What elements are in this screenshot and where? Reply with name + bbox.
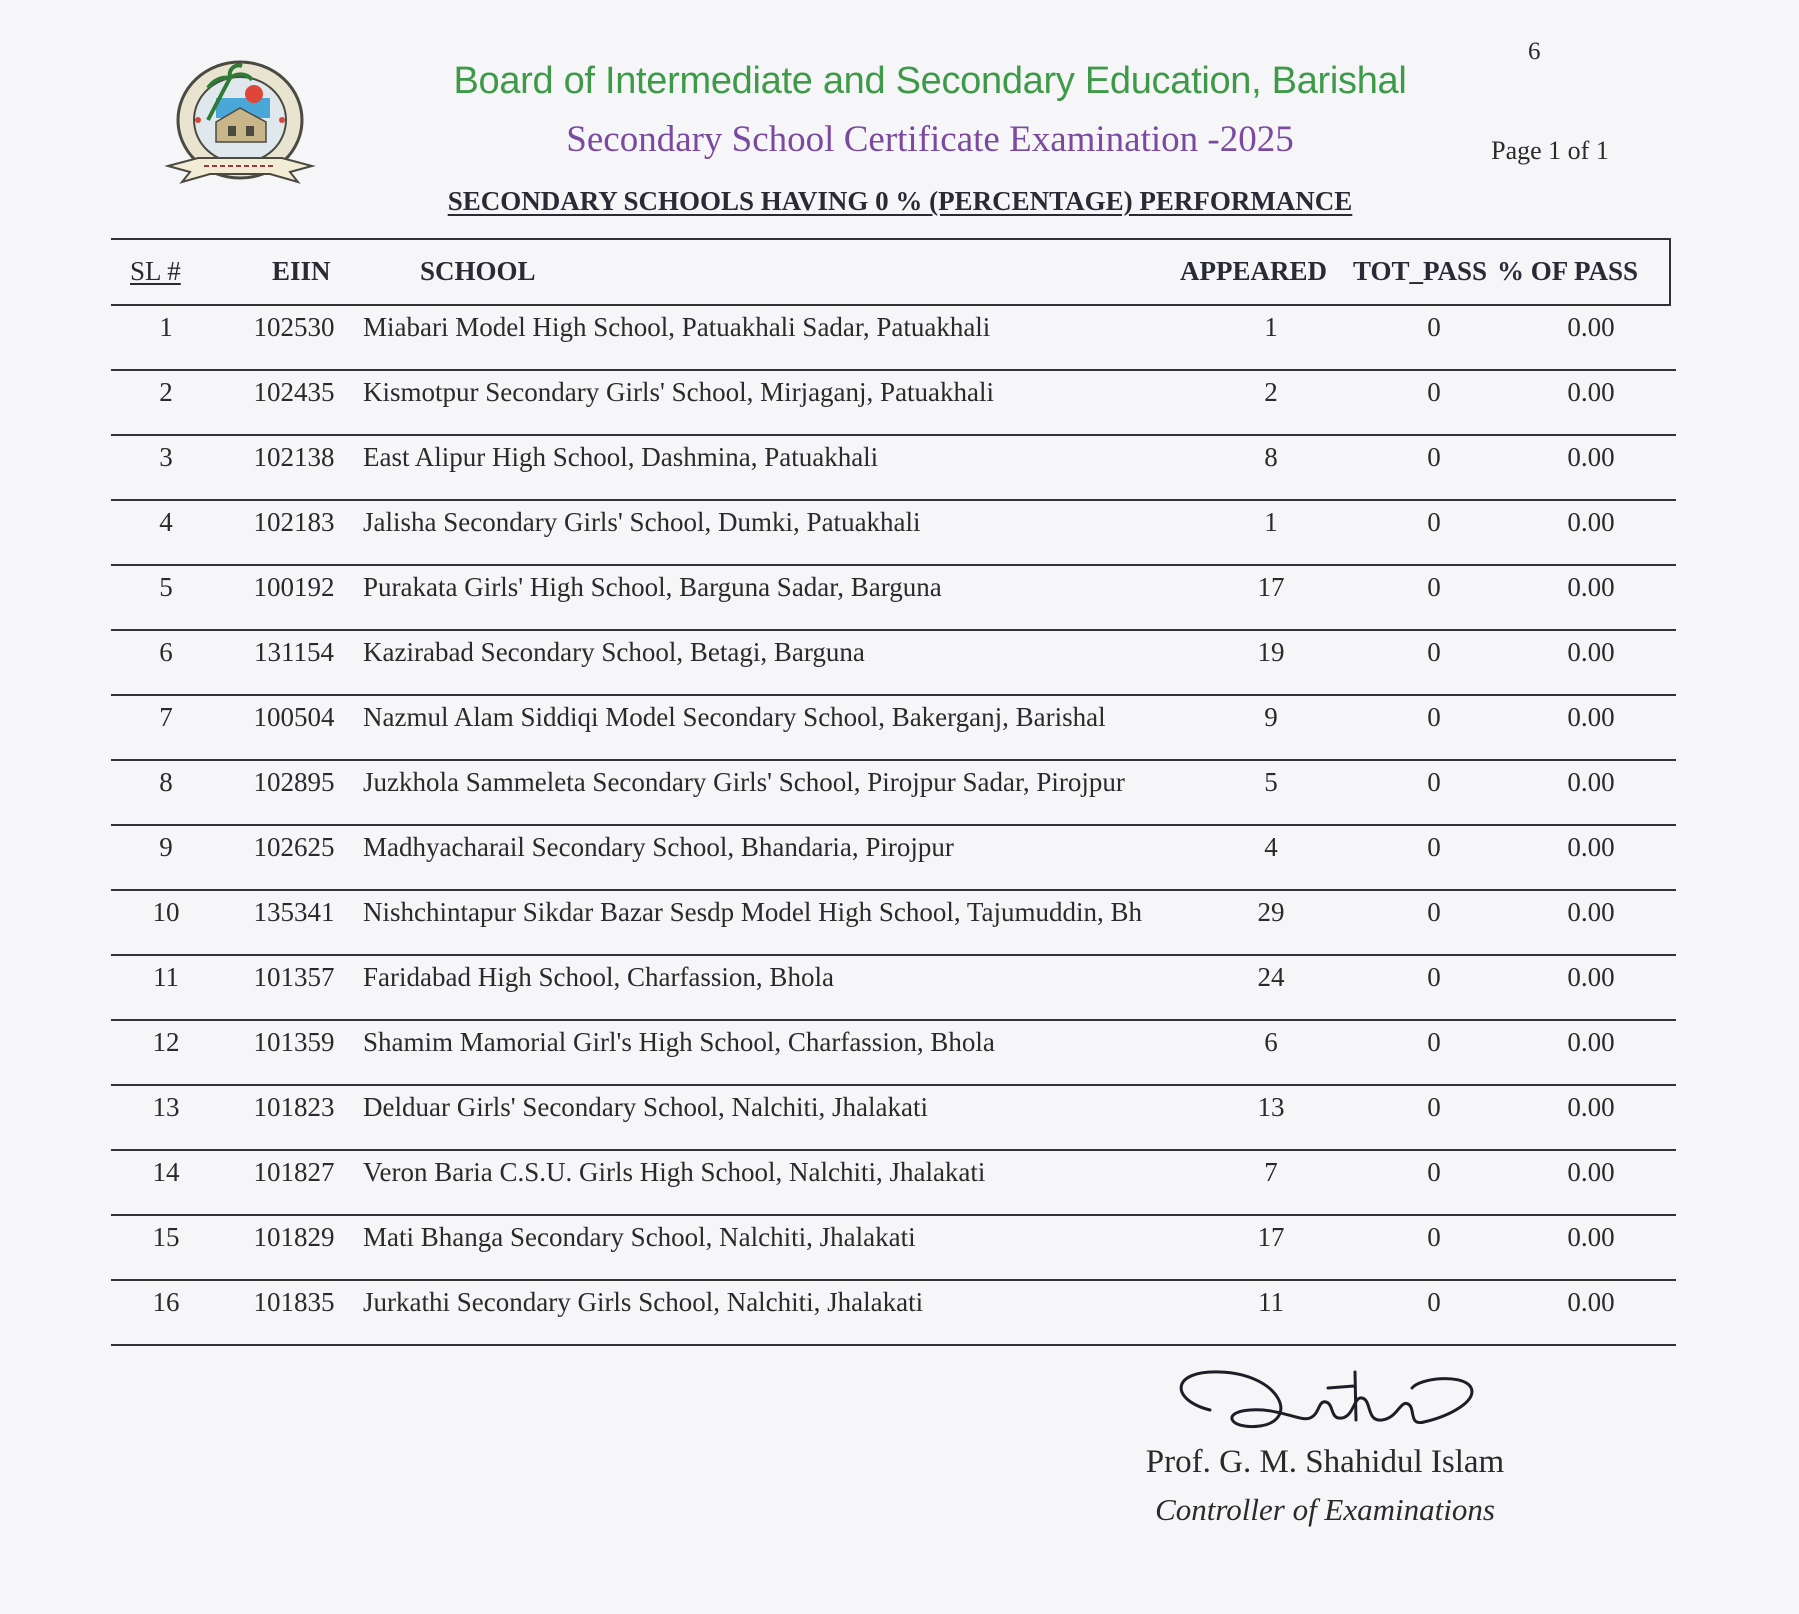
cell-sl: 9 [159,832,173,862]
table-row [111,1086,1676,1151]
cell-pct-pass: 0.00 [1567,637,1615,667]
column-header-pct-pass: % OF PASS [1497,256,1639,286]
cell-sl: 3 [159,442,173,472]
column-header-eiin: EIIN [272,256,331,286]
cell-eiin: 135341 [253,897,335,927]
cell-eiin: 102435 [253,377,335,407]
cell-appeared: 17 [1257,572,1285,602]
cell-pct-pass: 0.00 [1567,572,1615,602]
cell-school: Kazirabad Secondary School, Betagi, Barguna [363,637,865,667]
cell-eiin: 102530 [253,312,335,342]
cell-pct-pass: 0.00 [1567,702,1615,732]
table-row [111,631,1676,696]
signature [1150,1360,1490,1450]
cell-tot-pass: 0 [1427,1157,1441,1187]
cell-appeared: 4 [1264,832,1278,862]
table-row [111,956,1676,1021]
cell-sl: 16 [152,1287,180,1317]
cell-eiin: 101835 [253,1287,335,1317]
page-number: 6 [1528,38,1541,65]
cell-tot-pass: 0 [1427,572,1441,602]
exam-title: Secondary School Certificate Examination -2025 [566,119,1294,160]
cell-pct-pass: 0.00 [1567,767,1615,797]
table-row [111,696,1676,761]
cell-school: Mati Bhanga Secondary School, Nalchiti, Jhalakati [363,1222,916,1252]
cell-appeared: 7 [1264,1157,1278,1187]
cell-tot-pass: 0 [1427,377,1441,407]
cell-sl: 10 [152,897,180,927]
cell-school: Kismotpur Secondary Girls' School, Mirjaganj, Patuakhali [363,377,995,407]
cell-pct-pass: 0.00 [1567,1287,1615,1317]
column-header-tot-pass: TOT_PASS [1353,256,1488,286]
cell-tot-pass: 0 [1427,897,1441,927]
cell-eiin: 101829 [253,1222,335,1252]
table-row [111,306,1676,371]
cell-pct-pass: 0.00 [1567,1092,1615,1122]
cell-pct-pass: 0.00 [1567,1222,1615,1252]
cell-appeared: 8 [1264,442,1278,472]
cell-sl: 5 [159,572,173,602]
cell-tot-pass: 0 [1427,767,1441,797]
cell-pct-pass: 0.00 [1567,897,1615,927]
cell-tot-pass: 0 [1427,507,1441,537]
cell-sl: 8 [159,767,173,797]
cell-sl: 7 [159,702,173,732]
cell-sl: 1 [159,312,173,342]
table-row [111,1021,1676,1086]
table-row [111,1281,1676,1346]
cell-eiin: 102138 [253,442,335,472]
table-row [111,501,1676,566]
cell-tot-pass: 0 [1427,832,1441,862]
cell-eiin: 131154 [254,637,334,667]
cell-sl: 2 [159,377,173,407]
report-subtitle: SECONDARY SCHOOLS HAVING 0 % (PERCENTAGE) PERFORMANCE [447,186,1353,216]
column-header-appeared: APPEARED [1180,256,1327,286]
signatory-name: Prof. G. M. Shahidul Islam [1145,1444,1505,1480]
cell-appeared: 29 [1257,897,1285,927]
cell-appeared: 5 [1264,767,1278,797]
cell-tot-pass: 0 [1427,1287,1441,1317]
table-row [111,371,1676,436]
cell-tot-pass: 0 [1427,442,1441,472]
cell-school: Purakata Girls' High School, Barguna Sadar, Barguna [363,572,942,602]
cell-sl: 15 [152,1222,180,1252]
table-row [111,566,1676,631]
cell-pct-pass: 0.00 [1567,507,1615,537]
cell-appeared: 11 [1258,1287,1284,1317]
board-seal-icon [158,58,322,198]
cell-school: Faridabad High School, Charfassion, Bhola [363,962,834,992]
cell-eiin: 100504 [253,702,335,732]
table-row [111,761,1676,826]
cell-pct-pass: 0.00 [1567,832,1615,862]
cell-school: Delduar Girls' Secondary School, Nalchiti, Jhalakati [363,1092,928,1122]
cell-sl: 4 [159,507,173,537]
cell-pct-pass: 0.00 [1567,377,1615,407]
cell-sl: 6 [159,637,173,667]
cell-school: Nazmul Alam Siddiqi Model Secondary School, Bakerganj, Barishal [363,702,1106,732]
cell-tot-pass: 0 [1427,702,1441,732]
table-row [111,1216,1676,1281]
cell-sl: 12 [152,1027,180,1057]
cell-appeared: 1 [1264,312,1278,342]
cell-appeared: 13 [1257,1092,1285,1122]
cell-school: Jalisha Secondary Girls' School, Dumki, Patuakhali [363,507,921,537]
column-header-sl: SL # [130,256,181,286]
cell-pct-pass: 0.00 [1567,312,1615,342]
table-row [111,891,1676,956]
cell-appeared: 17 [1257,1222,1285,1252]
cell-school: Veron Baria C.S.U. Girls High School, Nalchiti, Jhalakati [363,1157,986,1187]
cell-tot-pass: 0 [1427,962,1441,992]
cell-eiin: 101827 [253,1157,335,1187]
column-header-school: SCHOOL [420,256,536,286]
signatory-title: Controller of Examinations [1155,1492,1495,1527]
cell-tot-pass: 0 [1427,312,1441,342]
table-row [111,1151,1676,1216]
cell-sl: 11 [153,962,179,992]
cell-eiin: 102183 [253,507,335,537]
cell-school: Madhyacharail Secondary School, Bhandaria, Pirojpur [363,832,954,862]
cell-school: Jurkathi Secondary Girls School, Nalchiti, Jhalakati [363,1287,924,1317]
cell-pct-pass: 0.00 [1567,962,1615,992]
cell-pct-pass: 0.00 [1567,1027,1615,1057]
cell-eiin: 101823 [253,1092,335,1122]
cell-tot-pass: 0 [1427,1222,1441,1252]
cell-school: Miabari Model High School, Patuakhali Sadar, Patuakhali [363,312,991,342]
cell-eiin: 102895 [253,767,335,797]
cell-sl: 13 [152,1092,180,1122]
table-row [111,826,1676,891]
cell-pct-pass: 0.00 [1567,442,1615,472]
cell-school: Nishchintapur Sikdar Bazar Sesdp Model High School, Tajumuddin, Bh [363,897,1143,927]
cell-school: East Alipur High School, Dashmina, Patuakhali [363,442,879,472]
cell-eiin: 101359 [253,1027,335,1057]
cell-eiin: 101357 [253,962,335,992]
cell-appeared: 2 [1264,377,1278,407]
cell-tot-pass: 0 [1427,1027,1441,1057]
cell-appeared: 24 [1257,962,1285,992]
cell-eiin: 102625 [253,832,335,862]
cell-school: Shamim Mamorial Girl's High School, Charfassion, Bhola [363,1027,995,1057]
organization-name: Board of Intermediate and Secondary Education, Barishal [453,60,1407,102]
cell-appeared: 9 [1264,702,1278,732]
cell-appeared: 6 [1264,1027,1278,1057]
cell-tot-pass: 0 [1427,1092,1441,1122]
cell-appeared: 19 [1257,637,1285,667]
table-row [111,436,1676,501]
cell-appeared: 1 [1264,507,1278,537]
cell-school: Juzkhola Sammeleta Secondary Girls' School, Pirojpur Sadar, Pirojpur [363,767,1125,797]
cell-eiin: 100192 [253,572,335,602]
cell-sl: 14 [152,1157,180,1187]
page-of-count: Page 1 of 1 [1491,136,1609,165]
cell-pct-pass: 0.00 [1567,1157,1615,1187]
cell-tot-pass: 0 [1427,637,1441,667]
row-divider [111,1344,1676,1346]
